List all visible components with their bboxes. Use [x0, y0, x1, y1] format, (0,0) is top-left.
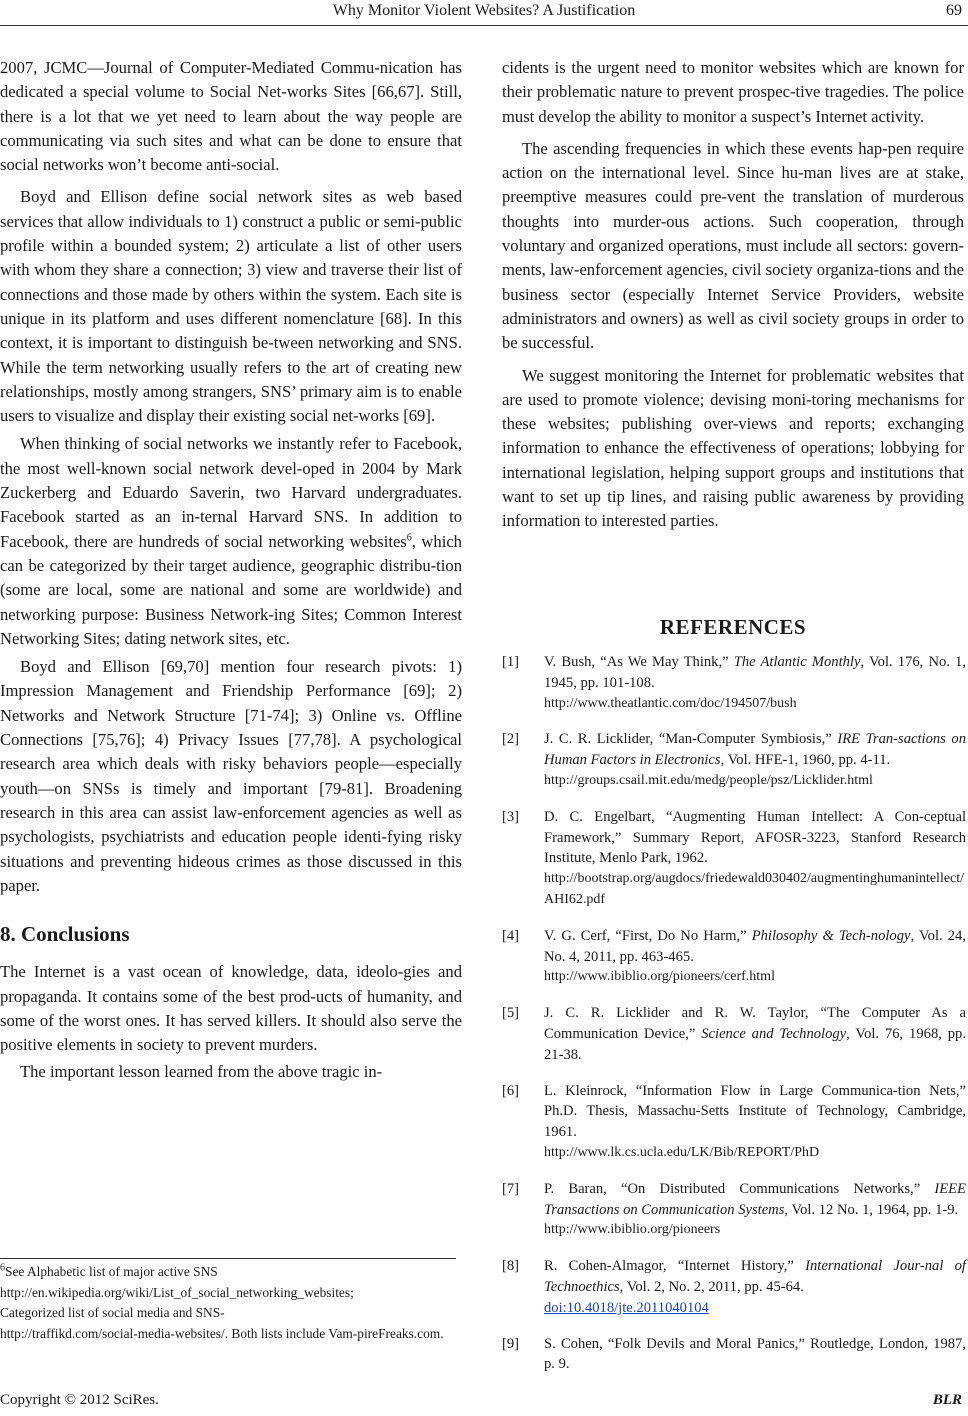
reference-publication: Philosophy & Tech-nology — [751, 927, 911, 944]
reference-text-part: , Vol. 176, No. 1, 1945, pp. 101-108. — [544, 654, 967, 691]
reference-item — [502, 1003, 966, 1065]
footnote-number: 6 — [0, 1262, 5, 1274]
reference-item — [502, 1334, 966, 1376]
reference-text-part: , Vol. 2, No. 2, 2011, pp. 45-64. — [619, 1278, 804, 1295]
reference-url[interactable]: http://www.ibiblio.org/pioneers — [544, 1222, 721, 1238]
reference-text-part: , Vol. HFE-1, 1960, pp. 4-11. — [720, 752, 891, 769]
paragraph: 2007, JCMC—Journal of Computer-Mediated Commu-nication has dedicated a special volume to Social Net-works Sites [66,67]. Still, there is a lot that we yet need to learn about the way people are communicating via such sites and what can be done to ensure that social networks won’t become anti-social. — [0, 58, 462, 175]
reference-publication: IEEE Transactions on Communication Systems — [544, 1180, 966, 1218]
footnote-marker: 6 — [406, 532, 412, 544]
paragraph: Boyd and Ellison define social network sites as web based services that allow individuals to 1) construct a public or semi-public profile within a bounded system; 2) articulate a list of other users with whom they share a connection; 3) view and traverse their list of connections and those made by others within the system. Each site is unique in its platform and uses different nomenclature [68]. In this context, it is important to distinguish be-tween networking and SNS. While the term networking usually refers to the art of creating new relationships, mostly among strangers, SNS’ primary aim is to enable users to visualize and display their existing social net-works [69]. — [0, 187, 462, 426]
reference-publication: The Atlantic Monthly — [733, 654, 861, 670]
paragraph-text: , which can be categorized by their target audience, geographic distribu-tion (some are local, some are national and some are worldwide) and networking purpose: Business Network-ing Sites; Common Interest Networking Sites; dating network sites, etc. — [0, 531, 462, 648]
reference-doi-link[interactable]: doi:10.4018/jte.2011040104 — [544, 1299, 709, 1316]
section-heading: 8. Conclusions — [0, 922, 130, 947]
journal-abbrev: BLR — [932, 1392, 962, 1408]
paragraph: cidents is the urgent need to monitor websites which are known for their problematic nature to prevent prospec-tive tragedies. The police must develop the ability to monitor a suspect’s Internet activity. — [502, 58, 964, 126]
footnote-text: See Alphabetic list of major active SNS — [5, 1264, 218, 1279]
references-list — [502, 652, 966, 1390]
reference-number: [6] — [502, 1082, 520, 1099]
reference-url[interactable]: http://groups.csail.mit.edu/medg/people/psz/Licklider.html — [544, 772, 873, 788]
reference-number: [1] — [502, 654, 520, 670]
reference-text — [544, 1334, 966, 1376]
reference-text-part: , Vol. 24, No. 4, 2011, pp. 463-465. — [544, 927, 966, 965]
reference-text — [544, 1081, 966, 1143]
running-title: Why Monitor Violent Websites? A Justification — [332, 2, 636, 19]
reference-text-part: V. Bush, “As We May Think,” — [544, 654, 734, 670]
left-column — [0, 56, 462, 1086]
page-number: 69 — [946, 2, 962, 19]
reference-item — [502, 1179, 966, 1241]
reference-text-part: D. C. Engelbart, “Augmenting Human Intellect: A Con-ceptual Framework,” Summary Report, AFOSR-3223, Stanford Research Institute, Menlo Park, 1962. — [544, 808, 966, 867]
running-header — [0, 0, 968, 28]
reference-item — [502, 807, 966, 911]
paragraph: We suggest monitoring the Internet for problematic websites that are used to promote violence; devising moni-toring mechanisms for these websites; publishing over-views and reports; exchanging information to enhance the effectiveness of operations; lobbying for international legislation, helping support groups and institutions that want to set up tip lines, and raising public awareness by providing information to interested parties. — [502, 365, 964, 531]
reference-text-part: P. Baran, “On Distributed Communications Networks,” — [544, 1180, 935, 1197]
reference-text-part: , Vol. 76, 1968, pp. 21-38. — [544, 1025, 966, 1063]
reference-item — [502, 652, 966, 714]
reference-publication: International Jour-nal of Technoethics — [544, 1258, 966, 1295]
references-heading: REFERENCES — [659, 615, 807, 639]
reference-text — [544, 926, 966, 968]
footnote-divider — [0, 1258, 456, 1259]
footnote-url[interactable]: http://traffikd.com/social-media-websites/. Both lists include Vam-pireFreaks.com. — [0, 1325, 444, 1341]
paragraph: Boyd and Ellison [69,70] mention four research pivots: 1) Impression Management and Friendship Performance [69]; 2) Networks and Network Structure [71-74]; 3) Online vs. Offline Connections [75,76]; 4) Privacy Issues [77,78]. A psychological research area which deals with risky behaviors people—especially youth—on SNSs is timely and important [79-81]. Broadening research in this area can assist law-enforcement agencies as well as psychologists, psychiatrists and education people identi-fying risky situations and preventing hideous crimes as those discussed in this paper. — [0, 657, 462, 895]
reference-text — [544, 1179, 966, 1221]
footnote-url[interactable]: http://en.wikipedia.org/wiki/List_of_social_networking_websites; — [0, 1284, 354, 1300]
reference-text-part: R. Cohen-Almagor, “Internet History,” — [544, 1258, 806, 1275]
reference-item — [502, 926, 966, 988]
reference-text — [544, 1256, 966, 1298]
paragraph: The Internet is a vast ocean of knowledge, data, ideolo-gies and propaganda. It contains some of the best prod-ucts of humanity, and some of the worst ones. It has served killers. It should also serve the positive elements in society to prevent murders. — [0, 962, 462, 1055]
reference-text-part: , Vol. 12 No. 1, 1964, pp. 1-9. — [784, 1201, 959, 1218]
reference-item — [502, 1081, 966, 1164]
footnote-text: Categorized list of social media and SNS- — [0, 1305, 225, 1320]
reference-text — [544, 729, 966, 771]
reference-url[interactable]: http://www.lk.cs.ucla.edu/LK/Bib/REPORT/PhD — [544, 1144, 820, 1160]
reference-text-part: S. Cohen, “Folk Devils and Moral Panics,” Routledge, London, 1987, p. 9. — [544, 1335, 966, 1373]
footnote — [0, 1262, 456, 1344]
reference-number: [9] — [502, 1335, 520, 1352]
reference-text — [544, 807, 966, 869]
reference-text-part: V. G. Cerf, “First, Do No Harm,” — [544, 927, 752, 944]
reference-text-part: J. C. R. Licklider, “Man-Computer Symbiosis,” — [544, 731, 838, 748]
reference-number: [7] — [502, 1180, 520, 1197]
reference-text-part: J. C. R. Licklider and R. W. Taylor, “The Computer As a Communication Device,” — [544, 1005, 966, 1042]
paragraph-facebook — [0, 432, 462, 651]
reference-number: [8] — [502, 1258, 520, 1275]
header-divider — [0, 25, 968, 26]
right-column — [502, 56, 964, 536]
reference-number: [5] — [502, 1005, 520, 1022]
reference-item — [502, 1256, 966, 1318]
reference-number: [4] — [502, 927, 520, 944]
paragraph: The important lesson learned from the above tragic in- — [20, 1061, 383, 1081]
reference-url[interactable]: http://www.theatlantic.com/doc/194507/bush — [544, 695, 797, 711]
paragraph-text: When thinking of social networks we instantly refer to Facebook, the most well-known social network devel-oped in 2004 by Mark Zuckerberg and Eduardo Saverin, two Harvard undergraduates. Facebook started as an in-ternal Harvard SNS. In addition to Facebook, there are hundreds of social networking websites — [0, 434, 462, 551]
copyright: Copyright © 2012 SciRes. — [0, 1392, 159, 1408]
paragraph: The ascending frequencies in which these events hap-pen require action on the international level. Since hu-man lives are at stake, preemptive measures could pre-vent the translation of murderous thoughts into murder-ous actions. Such cooperation, through voluntary and organized operations, must include all sectors: govern-ments, law-enforcement agencies, civil society organiza-tions and the business sector (especially Internet Service Providers, website administrators and owners) as well as civil society groups in order to be successful. — [502, 138, 964, 353]
reference-number: [3] — [502, 808, 520, 825]
reference-text — [544, 652, 966, 694]
reference-url[interactable]: http://bootstrap.org/augdocs/friedewald030402/augmentinghumanintellect/AHI62.pdf — [544, 871, 965, 907]
reference-text — [544, 1003, 966, 1065]
reference-item — [502, 729, 966, 791]
reference-text-part: L. Kleinrock, “Information Flow in Large Communica-tion Nets,” Ph.D. Thesis, Massachu-Setts Institute of Technology, Cambridge, 1961. — [544, 1082, 966, 1141]
reference-number: [2] — [502, 731, 520, 748]
reference-url[interactable]: http://www.ibiblio.org/pioneers/cerf.html — [544, 969, 775, 985]
reference-publication: IRE Tran-sactions on Human Factors in Electronics — [544, 731, 966, 769]
reference-publication: Science and Technology — [701, 1025, 847, 1042]
